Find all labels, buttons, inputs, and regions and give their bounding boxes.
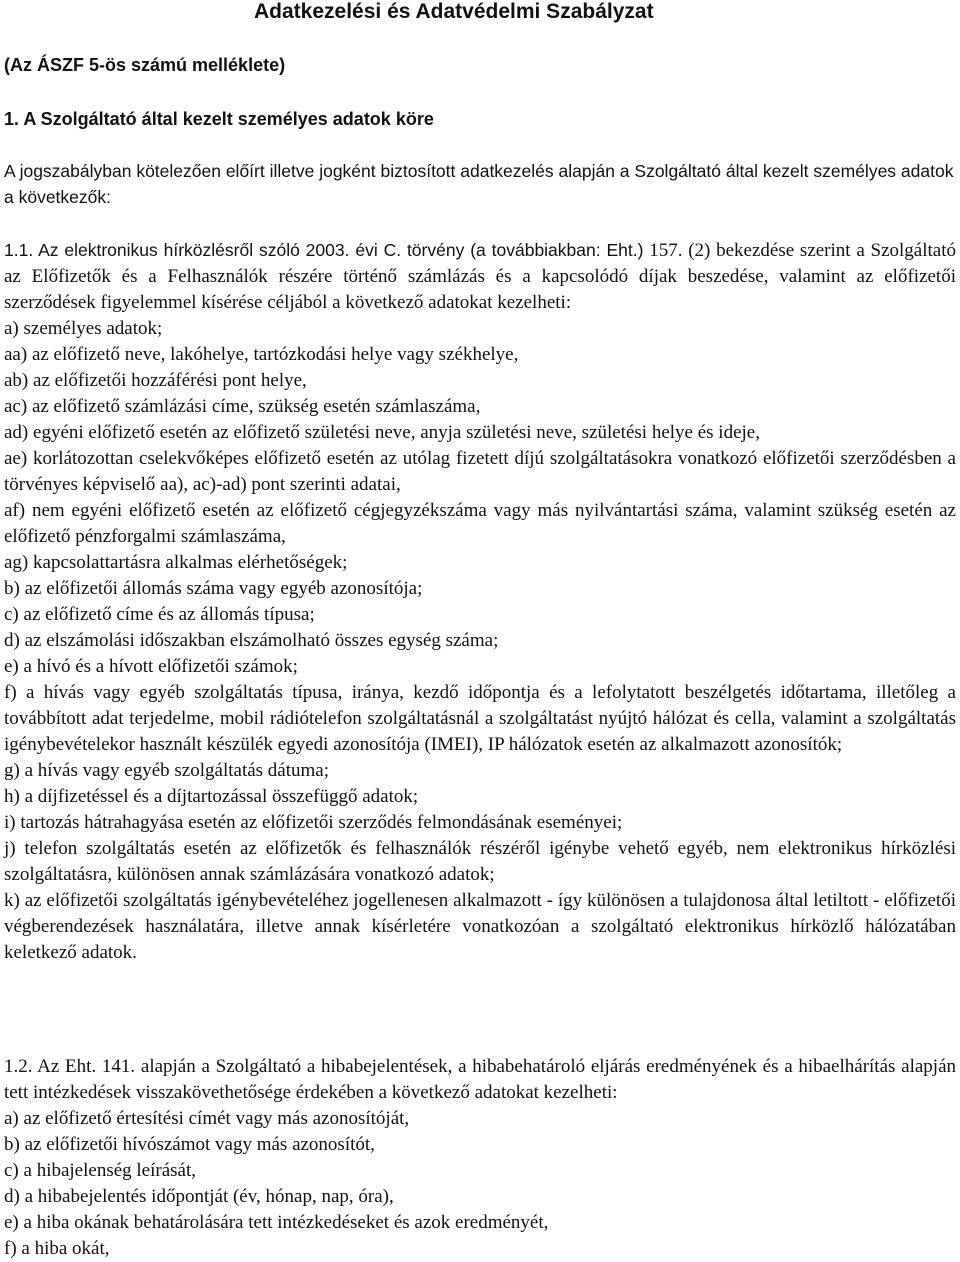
list-item: b) az előfizetői állomás száma vagy egyéb azonosítója; [4,578,423,599]
section-1-1-lead [4,237,956,316]
list-item: d) az elszámolási időszakban elszámolható összes egység száma; [4,630,499,651]
section-1-1 [4,237,956,966]
list-item: h) a díjfizetéssel és a díjtartozással összefüggő adatok; [4,786,419,807]
section-1-2-lead: 1.2. Az Eht. 141. alapján a Szolgáltató a hibabejelentések, a hibabehatároló eljárás eredményének és a hibaelhárítás alapján tett intézkedések visszakövethetősége érdekében a következő adatokat kezelheti: [4,1056,956,1103]
section-1-1-lead-sans: 1.1. Az elektronikus hírközlésről szóló 2003. évi C. törvény (a továbbiakban: Eht.) [4,240,644,260]
list-item: f) a hívás vagy egyéb szolgáltatás típusa, iránya, kezdő időpontja és a lefolytatott beszélgetés időtartama, illetőleg a továbbított adat terjedelme, mobil rádiótelefon szolgáltatásnál a szolgáltatást nyújtó hálózat és cella, valamint a szolgáltatás igénybevételekor használt készülék egyedi azonosítója (IMEI), IP hálózatok esetén az alkalmazott azonosítók; [4,682,956,755]
section-heading: 1. A Szolgáltató által kezelt személyes adatok köre [4,109,434,129]
list-item: e) a hiba okának behatárolására tett intézkedéseket és azok eredményét, [4,1212,549,1233]
list-item: aa) az előfizető neve, lakóhelye, tartózkodási helye vagy székhelye, [4,344,519,365]
list-item: ae) korlátozottan cselekvőképes előfizető esetén az utólag fizetett díjú szolgáltatásokra vonatkozó előfizetői szerződésben a törvényes képviselő aa), ac)-ad) pont szerinti adatai, [4,448,956,495]
list-item: k) az előfizetői szolgáltatás igénybevételéhez jogellenesen alkalmazott - így különösen a tulajdonosa által letiltott - előfizetői végberendezések használatára, illetve annak kísérletére vonatkozóan a szolgáltató elektronikus hírközlő hálózatában keletkező adatok. [4,890,956,963]
list-item: ac) az előfizető számlázási címe, szükség esetén számlaszáma, [4,396,481,417]
list-item: c) az előfizető címe és az állomás típusa; [4,604,315,625]
list-item: ad) egyéni előfizető esetén az előfizető születési neve, anyja születési neve, születési helye és ideje, [4,422,760,443]
document-title: Adatkezelési és Adatvédelmi Szabályzat [254,0,654,23]
list-item: ag) kapcsolattartásra alkalmas elérhetőségek; [4,552,348,573]
list-item: e) a hívó és a hívott előfizetői számok; [4,656,298,677]
list-item: g) a hívás vagy egyéb szolgáltatás dátuma; [4,760,330,781]
intro-paragraph: A jogszabályban kötelezően előírt illetve jogként biztosított adatkezelés alapján a Szolgáltató által kezelt személyes adatok a következők: [4,161,954,207]
section-1-1-lead-rest: 157. (2) bekezdése szerint a Szolgáltató az Előfizetők és a Felhasználók részére történő számlázás és a kapcsolódó díjak beszedése, valamint az előfizetői szerződések figyelemmel kísérése céljából a következő adatokat kezelheti: [4,240,956,313]
list-item: b) az előfizetői hívószámot vagy más azonosítót, [4,1134,375,1155]
section-1-2 [4,1054,956,1262]
list-item: a) az előfizető értesítési címét vagy más azonosítóját, [4,1108,410,1129]
section-1-2-list [4,1106,956,1262]
list-item: ab) az előfizetői hozzáférési pont helye, [4,370,307,391]
list-item: c) a hibajelenség leírását, [4,1160,197,1181]
list-item: a) személyes adatok; [4,318,163,339]
list-item: af) nem egyéni előfizető esetén az előfizető cégjegyzékszáma vagy más nyilvántartási száma, valamint szükség esetén az előfizető pénzforgalmi számlaszáma, [4,500,956,547]
list-item: d) a hibabejelentés időpontját (év, hónap, nap, óra), [4,1186,394,1207]
list-item: j) telefon szolgáltatás esetén az előfizetők és felhasználók részéről igénybe vehető egyéb, nem elektronikus hírközlési szolgáltatásra, különösen annak számlázására vonatkozó adatok; [4,838,956,885]
list-item: f) a hiba okát, [4,1238,110,1259]
list-item: i) tartozás hátrahagyása esetén az előfizetői szerződés felmondásának eseményei; [4,812,623,833]
document-subtitle: (Az ÁSZF 5-ös számú melléklete) [4,55,286,75]
section-1-1-list [4,316,956,966]
